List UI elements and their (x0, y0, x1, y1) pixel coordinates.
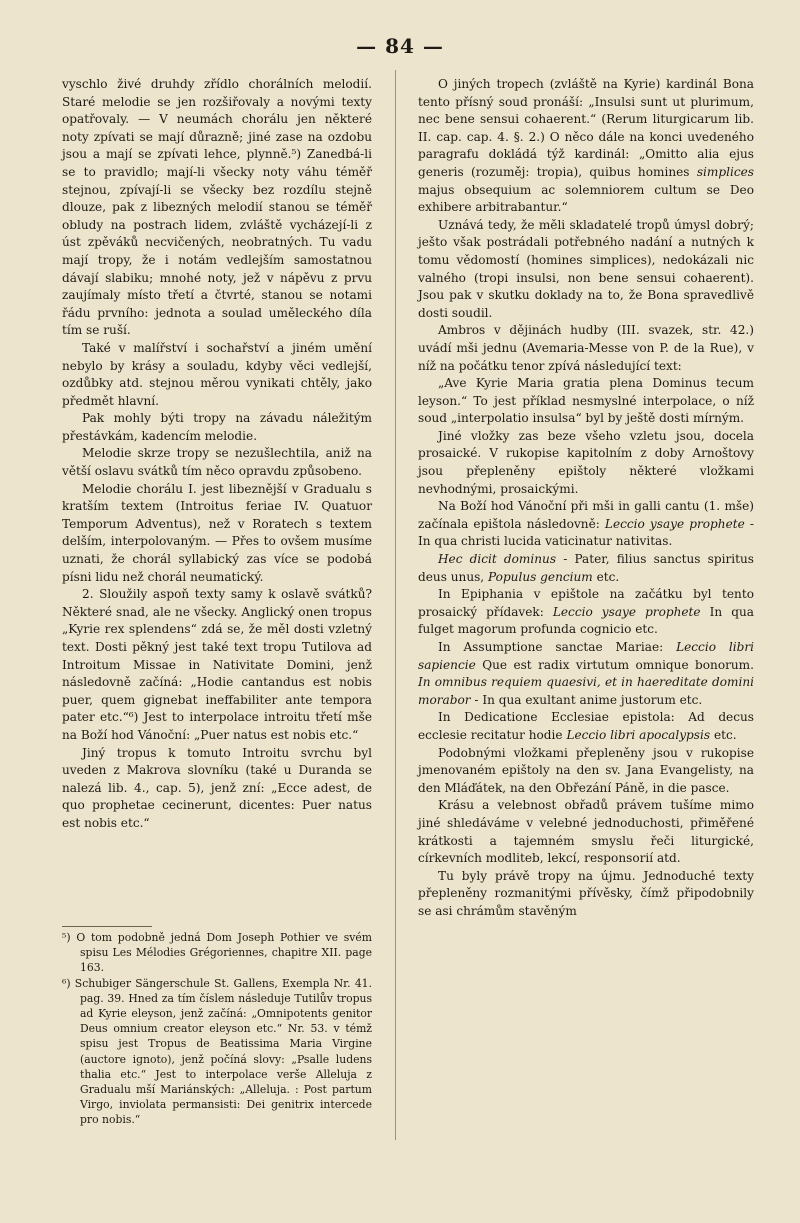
paragraph: Ambros v dějinách hudby (III. svazek, str. 42.) uvádí mši jednu (Avemaria-Messe von P. de la Rue), v níž na počátku tenor zpívá následující text: (418, 323, 754, 373)
footnote: ⁶) Schubiger Sängerschule St. Gallens, Exempla Nr. 41. pag. 39. Hned za tím číslem následuje Tutilův tropus ad Kyrie eleyson, jenž začíná: „Omnipotents genitor Deus omnium creator eleyson etc.“ Nr. 53. v témž spisu jest Tropus de Beatissima Maria Virgine (auctore ignoto), jenž počíná slovy: „Psalle ludens thalia etc.“ Jest to interpolace verše Alleluja z Gradualu mší Mariánských: „Alleluja. : Post partum Virgo, inviolata permansisti: Dei genitrix intercede pro nobis.“ (62, 976, 372, 1127)
text: etc. (713, 727, 737, 742)
text: O jiných tropech (zvláště na Kyrie) kardinál Bona tento přísný soud pronáší: „Insulsi sunt ut plurimum, nec bene sensui cohaerent.“ (Rerum liturgicarum lib. II. cap. cap. 4. §. 2.) O něco dále na konci uvedeného paragrafu dokládá týž kardinál: „Omitto alia ejus generis (rozuměj: tropia), quibus homines (418, 77, 754, 179)
italic-text: Leccio libri sapiencie (418, 640, 754, 672)
paragraph (418, 551, 754, 586)
text: - Pater, filius sanctus spiritus deus unus, (418, 552, 754, 584)
text: - In qua exultant anime justorum etc. (474, 692, 703, 707)
paragraph: Tu byly právě tropy na újmu. Jednoduché texty přepleněny rozmanitými přívěsky, čímž připodobnily se asi chrámům stavěným (418, 868, 754, 918)
paragraph: Podobnými vložkami přepleněny jsou v rukopise jmenovaném epištoly na den sv. Jana Evangelisty, na den Mláďátek, na den Obřezání Páně, in die pasce. (418, 745, 754, 795)
paragraph (418, 586, 754, 639)
footnote-rule (62, 926, 152, 927)
paragraph: Melodie skrze tropy se nezušlechtila, aniž na větší oslavu svátků tím něco opravdu způsobeno. (62, 446, 372, 479)
text: In qua fulget magorum profunda cognicio etc. (418, 604, 754, 637)
paragraph: Krásu a velebnost obřadů právem tušíme mimo jiné shledáváme v velebné jednoduchosti, přiměřené krátkosti a tajemném smyslu řeči liturgické, církevních modliteb, lekcí, responsorií atd. (418, 798, 754, 866)
italic-text: Populus gencium (488, 569, 593, 584)
text: In Dedicatione Ecclesiae epistola: Ad decus ecclesie recitatur hodie (418, 710, 754, 742)
paragraph (418, 639, 754, 709)
paragraph: Také v malířství i sochařství a jiném umění nebylo by krásy a souladu, kdyby věci vedlejší, ozdůbky atd. stejnou měrou vynikati chtěly, jako předmět hlavní. (62, 340, 372, 408)
paragraph: „Ave Kyrie Maria gratia plena Dominus tecum leyson.“ To jest příklad nesmyslné interpolace, o níž soud „interpolatio insulsa“ byl by ještě dosti mírným. (418, 376, 754, 426)
italic-text: Leccio ysaye prophete (552, 604, 701, 619)
text: Que est radix virtutum omnique bonorum. (482, 657, 754, 672)
paragraph: vyschlo živé druhdy zřídlo chorálních melodií. Staré melodie se jen rozšiřovaly a novými texty opatřovaly. — V neumách chorálu jen některé noty zpívati se mají důrazně; jiné zase na ozdobu jsou a mají se zpívati lehce, plynně.⁵) Zanedbá-li se to pravidlo; mají-li všecky noty váhu téměř stejnou, zpívají-li se všecky bez rozdílu stejně dlouze, pak z libezných melodií stanou se téměř obludy na postrach lidem, zvláště vycházejí-li z úst zpěváků necvičených, neobratných. Tu vadu mají tropy, že i notám vedlejším samostatnou dávají slabiku; mnohé noty, jež v nápěvu z prvu zaujímaly místo třetí a čtvrté, stanou se notami řádu prvního: jednota a soulad uměleckého díla tím se ruší. (62, 77, 372, 338)
text: etc. (596, 569, 620, 584)
footnotes (62, 930, 372, 1128)
right-column (418, 76, 754, 921)
italic-text: simplices (696, 164, 754, 179)
paragraph (418, 498, 754, 551)
text: Na Boží hod Vánoční při mši in galli cantu (1. mše) začínala epištola následovně: (418, 499, 754, 531)
text: majus obsequium ac solemniorem cultum se Deo exhibere arbitrabantur.“ (418, 182, 754, 215)
paragraph (418, 709, 754, 744)
paragraph (418, 76, 754, 217)
italic-text: In omnibus requiem quaesivi, et in haereditate domini morabor (418, 675, 754, 707)
paragraph: Jiný tropus k tomuto Introitu svrchu byl uveden z Makrova slovníku (také u Duranda se nalezá lib. 4., cap. 5), jenž zní: „Ecce adest, de quo prophetae cecinerunt, dicentes: Puer natus est nobis etc.“ (62, 745, 372, 830)
paragraph: 2. Sloužily aspoň texty samy k oslavě svátků? Některé snad, ale ne všecky. Anglický onen tropus „Kyrie rex splendens“ zdá se, že měl dosti vzletný text. Dosti pěkný jest také text tropu Tutilova ad Introitum Missae in Nativitate Domini, jenž následovně začíná: „Hodie cantandus est nobis puer, quem gignebat ineffabiliter ante tempora pater etc.“⁶) Jest to interpolace introitu třetí mše na Boží hod Vánoční: „Puer natus est nobis etc.“ (62, 587, 372, 742)
paragraph: Jiné vložky zas beze všeho vzletu jsou, docela prosaické. V rukopise kapitolním z doby Arnoštovy jsou přepleněny epištoly některé vložkami nevhodnými, prosaickými. (418, 428, 754, 496)
italic-text: Leccio ysaye prophete (604, 516, 745, 531)
column-divider (395, 70, 396, 1140)
text: - In qua christi lucida vaticinatur nativitas. (418, 516, 754, 549)
italic-text: Hec dicit dominus (438, 552, 557, 567)
text: In Assumptione sanctae Mariae: (438, 640, 664, 654)
footnote: ⁵) O tom podobně jedná Dom Joseph Pothier ve svém spisu Les Mélodies Grégoriennes, chapitre XII. page 163. (62, 931, 372, 975)
left-column (62, 76, 372, 833)
page-number: — 84 — (356, 34, 444, 58)
italic-text: Leccio libri apocalypsis (566, 727, 711, 742)
text: In Epiphania v epištole na začátku byl tento prosaický přídavek: (418, 587, 754, 619)
paragraph: Pak mohly býti tropy na závadu náležitým přestávkám, kadencím melodie. (62, 411, 372, 443)
paragraph: Melodie chorálu I. jest libeznější v Gradualu s kratším textem (Introitus feriae IV. Quatuor Temporum Adventus), než v Roratech s textem delším, interpolovaným. — Přes to ovšem musíme uznati, že chorál syllabický zas více se podobá písni lidu než chorál neumatický. (62, 481, 372, 584)
paragraph: Uznává tedy, že měli skladatelé tropů úmysl dobrý; ješto však postrádali potřebného nadání a nutných k tomu vědomostí (homines simplices), nedokázali nic valného (tropi insulsi, non bene sensui cohaerent). Jsou pak v skutku doklady na to, že Bona spravedlivě dosti soudil. (418, 217, 754, 320)
